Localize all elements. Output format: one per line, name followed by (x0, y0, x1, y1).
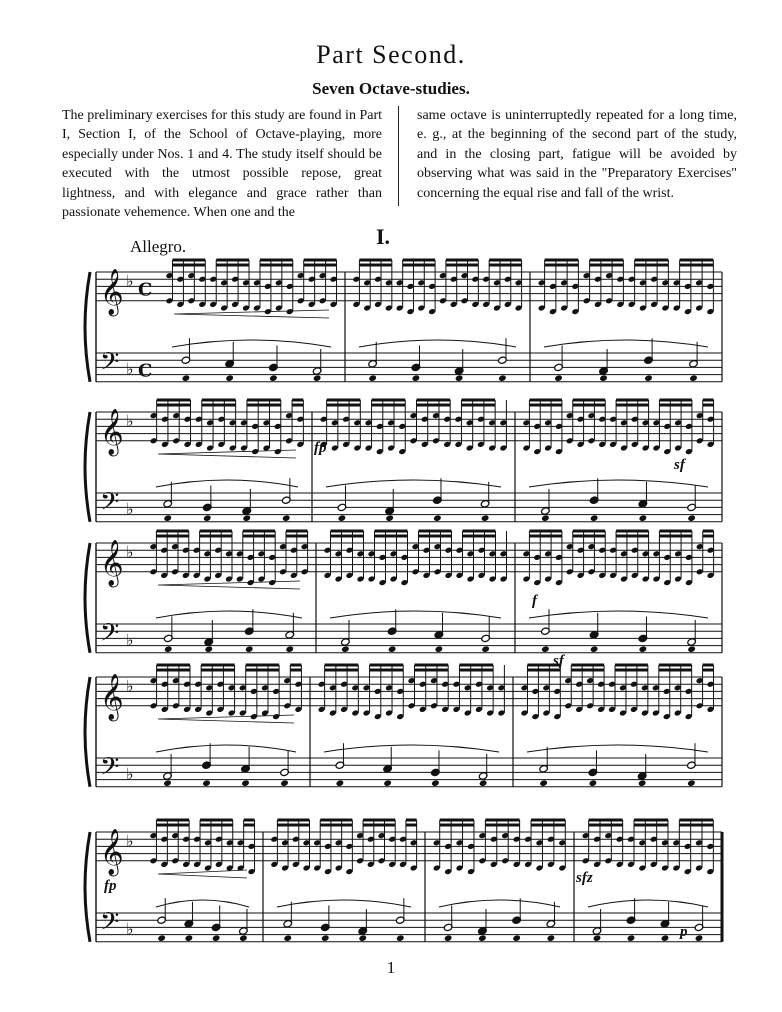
note-head (338, 514, 347, 522)
note-head (431, 779, 440, 787)
treble-clef: 𝄞 (100, 828, 124, 875)
dynamic-fp-2: fp (104, 878, 117, 894)
note-head (433, 514, 442, 522)
brace (85, 677, 90, 787)
bass-clef: 𝄢 (100, 618, 120, 654)
note-head (358, 934, 367, 942)
slur (156, 900, 249, 907)
note-head (512, 934, 521, 942)
note-head (627, 934, 636, 942)
flat-sign: ♭ (126, 630, 134, 650)
treble-clef: 𝄞 (100, 408, 124, 455)
note-head (269, 374, 278, 382)
slur (156, 745, 296, 752)
slur (544, 340, 708, 347)
note-head (479, 779, 488, 787)
flat-sign: ♭ (126, 764, 134, 784)
hairpin (158, 581, 300, 589)
slur (324, 745, 499, 752)
note-head (687, 779, 696, 787)
dynamic-f-1: f (532, 593, 537, 609)
bass-clef: 𝄢 (100, 487, 120, 523)
slur (527, 745, 708, 752)
flat-sign: ♭ (126, 542, 134, 562)
note-head (695, 934, 704, 942)
note-head (687, 645, 696, 653)
note-head (481, 645, 490, 653)
note-head (368, 374, 377, 382)
note-head (412, 374, 421, 382)
note-head (396, 934, 405, 942)
treble-clef: 𝄞 (100, 268, 124, 315)
note-head (498, 374, 507, 382)
note-head (435, 645, 444, 653)
note-head (639, 514, 648, 522)
dynamic-sfz-1: sfz (576, 870, 593, 886)
flat-sign: ♭ (126, 831, 134, 851)
slur (172, 340, 331, 347)
note-head (163, 779, 172, 787)
note-head (547, 934, 556, 942)
brace (85, 832, 90, 942)
note-head (638, 779, 647, 787)
note-head (444, 934, 453, 942)
bass-clef: 𝄢 (100, 907, 120, 943)
note-head (242, 514, 251, 522)
note-head (203, 514, 212, 522)
hairpin (158, 870, 247, 878)
flat-sign: ♭ (126, 676, 134, 696)
page-number: 1 (386, 958, 396, 977)
brace (85, 272, 90, 382)
flat-sign: ♭ (126, 271, 134, 291)
slur (529, 611, 708, 618)
bass-clef: 𝄢 (100, 347, 120, 383)
note-head (182, 374, 191, 382)
note-head (202, 779, 211, 787)
note-head (185, 934, 194, 942)
note-head (639, 645, 648, 653)
note-head (280, 779, 289, 787)
brace (85, 543, 90, 653)
treble-clef: 𝄞 (100, 539, 124, 586)
dynamic-fp-1: fp (314, 440, 327, 456)
page-subtitle: Seven Octave-studies. (312, 79, 470, 98)
intro-text-right: same octave is uninterruptedly repeated for a long time, e. g., at the beginning of the second part of the study, and in the closing part, fatigue will be avoided by observing what was said in the "Preparatory Exercises" concerning the equal rise and fall of the wrist. (417, 108, 737, 201)
note-head (313, 374, 322, 382)
note-head (341, 645, 350, 653)
note-head (541, 645, 550, 653)
note-head (283, 934, 292, 942)
note-head (204, 645, 213, 653)
note-head (478, 934, 487, 942)
brace (85, 412, 90, 522)
time-signature: C (138, 279, 153, 301)
flat-sign: ♭ (126, 499, 134, 519)
note-head (225, 374, 234, 382)
tempo-marking: Allegro. (130, 237, 187, 256)
flat-sign: ♭ (126, 359, 134, 379)
note-head (383, 779, 392, 787)
slur (156, 611, 302, 618)
note-head (241, 779, 250, 787)
slur (156, 480, 298, 487)
section-number: I. (376, 224, 391, 249)
note-head (689, 374, 698, 382)
note-head (212, 934, 221, 942)
bass-clef: 𝄢 (100, 752, 120, 788)
note-head (590, 514, 599, 522)
flat-sign: ♭ (126, 919, 134, 939)
note-head (644, 374, 653, 382)
note-head (245, 645, 254, 653)
slur (330, 611, 501, 618)
slur (277, 900, 411, 907)
note-head (282, 514, 291, 522)
note-head (481, 514, 490, 522)
dynamic-p-1: p (680, 924, 688, 940)
note-head (285, 645, 294, 653)
note-head (661, 934, 670, 942)
note-head (388, 645, 397, 653)
note-head (593, 934, 602, 942)
flat-sign: ♭ (126, 411, 134, 431)
dynamic-sf-1: sf (674, 457, 685, 473)
slur (326, 480, 501, 487)
note-head (599, 374, 608, 382)
note-head (336, 779, 345, 787)
note-head (539, 779, 548, 787)
slur (359, 340, 516, 347)
slur (588, 900, 708, 907)
note-head (589, 779, 598, 787)
time-signature: C (138, 360, 153, 382)
dynamic-sf-2: sf (553, 653, 564, 669)
hairpin (174, 310, 329, 318)
slur (439, 900, 560, 907)
note-head (164, 645, 173, 653)
note-head (590, 645, 599, 653)
note-head (157, 934, 166, 942)
note-head (321, 934, 330, 942)
note-head (239, 934, 248, 942)
note-head (163, 514, 172, 522)
note-head (687, 514, 696, 522)
slur (529, 480, 708, 487)
treble-clef: 𝄞 (100, 673, 124, 720)
intro-text-left: The preliminary exercises for this study are found in Part I, Section I, of the School of Octave-playing, more especially under Nos. 1 and 4. The study itself should be executed with the utmost possible repose, great lightness, and with elegance and grace rather than passionate vehemence. When one and the (62, 108, 382, 221)
note-head (541, 514, 550, 522)
note-head (554, 374, 563, 382)
note-head (385, 514, 394, 522)
note-head (455, 374, 464, 382)
page-title: Part Second. (316, 40, 466, 69)
